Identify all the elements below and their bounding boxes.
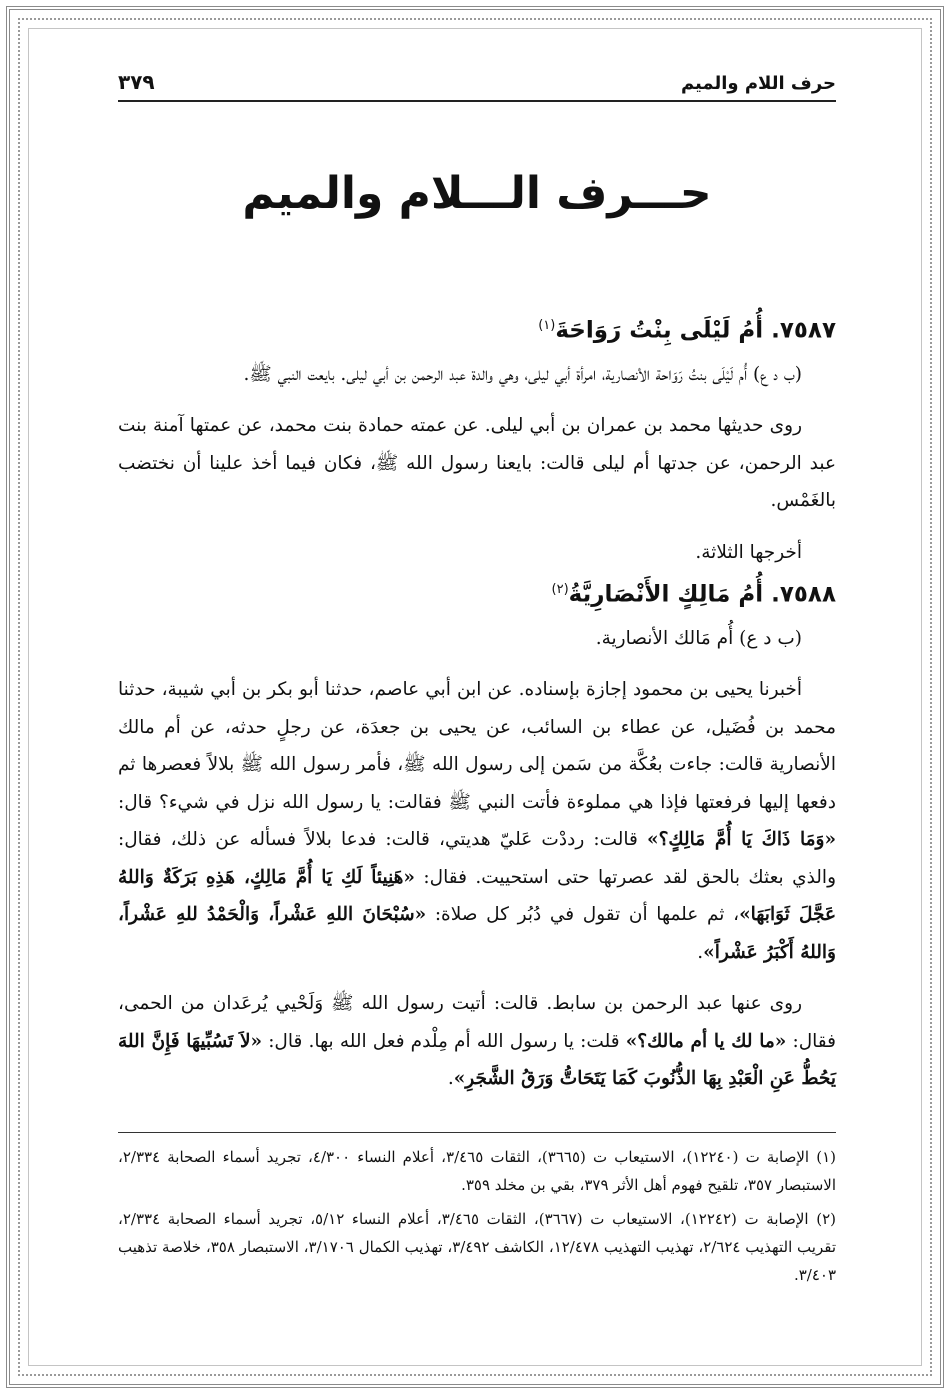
narration-text: أخبرنا يحيى بن محمود إجازة بإسناده. عن ابن أبي عاصم، حدثنا أبو بكر بن أبي شيبة، حدثنا محمد بن فُضَيل، عن عطاء بن السائب، عن يحيى بن جعدَة، عن رجلٍ حدثه، عن أم مالك الأنصارية قالت: جاءت بعُكَّة من سَمن إلى رسول الله ﷺ، فأمر رسول الله ﷺ بلالاً فعصرها ثم دفعها إليها فرفعتها فإذا هي مملوءة فأتت النبي ﷺ فقالت: يا رسول الله نزل في شيء؟ قال: [118,679,836,813]
entry-paragraph: روى حديثها محمد بن عمران بن أبي ليلى. عن عمته حمادة بنت محمد، عن عمتها آمنة بنت عبد الرحمن، عن جدتها أم ليلى قالت: بايعنا رسول الله ﷺ، فكان فيما أخذ علينا أن نختضب بالغَمْس. [118,415,836,512]
narration-text: روى عنها عبد الرحمن بن سابط. قالت: أتيت رسول الله ﷺ وَلَحْيي يُرعَدان من الحمى، فقال: [118,993,836,1052]
entry-umm-layla [118,307,836,571]
chapter-title: حـــرف الـــلام والميم [242,168,712,219]
running-header [118,60,836,102]
entry-heading-text: ٧٥٨٧. أُمُ لَيْلَى بِنْتُ رَوَاحَةَ [555,317,836,344]
hadith-quote: «هَنِيئاً لَكِ يَا أُمَّ مَالِكٍ، هَذِهِ بَرَكَةٌ وَاللهُ عَجَّلَ ثَوَابَهَا» [118,866,836,926]
footnote: (٢) الإصابة ت (١٢٢٤٢)، الاستيعاب ت (٣٦٦٧)، الثقات ٣/٤٦٥، أعلام النساء ٥/١٢، تجريد أسماء الصحابة ٢/٣٣٤، تقريب التهذيب ٢/٦٢٤، تهذيب التهذيب ١٢/٤٧٨، الكاشف ٣/٤٩٢، تهذيب الكمال ٣/١٧٠٦، الاستبصار ٣٥٨، خلاصة تذهيب ٣/٤٠٣. [118,1209,836,1284]
footnote-ref: (١) [538,318,556,333]
hadith-quote: «وَمَا ذَاكَ يَا أُمَّ مَالِكٍ؟» [647,829,837,851]
entry-paragraph [118,985,836,1098]
entry-paragraph [118,671,836,971]
entry-intro: (ب د ع) أُم مَالك الأنصارية. [595,627,802,649]
entry-paragraph: (ب د ع) أُم لَيْلَى بنتُ رَوَاحة الأنصارية، امرأة أبي ليلى، وهي والدة عبد الرحمن بن أبي ليلى. بايعت النبي ﷺ. [243,363,802,385]
hadith-quote: «ما لك يا أم مالك؟» [625,1030,787,1052]
footnotes [118,1143,836,1289]
entry-heading-text: ٧٥٨٨. أُمُ مَالِكٍ الأَنْصَارِيَّةُ [568,581,836,608]
footnote: (١) الإصابة ت (١٢٢٤٠)، الاستيعاب ت (٣٦٦٥)، الثقات ٣/٤٦٥، أعلام النساء ٤/٣٠٠، تجريد أسماء الصحابة ٢/٣٣٤، الاستبصار ٣٥٧، تلقيح فهوم أهل الأثر ٣٧٩، بقي بن مخلد ٣٥٩. [118,1147,836,1194]
hadith-quote: «لاَ تَسُبِّيهَا فَإِنَّ اللهَ يَحُطُّ عَنِ الْعَبْدِ بِهَا الذُّنُوبَ كَمَا يَتَحَاتُّ وَرَقُ الشَّجَرِ» [118,1030,836,1090]
narration-text: . [447,1068,454,1090]
narration-text: قلت: يا رسول الله أم مِلْدم فعل الله بها. قال: [268,1030,620,1052]
narration-text: ، ثم علمها أن تقول في دُبُر كل صلاة: [434,904,740,926]
entry-paragraph: أخرجها الثلاثة. [695,541,802,563]
page-number: ٣٧٩ [118,70,155,94]
narration-text: قالت: رددْت عَليّ هديتي، قالت: فدعا بلالاً فسأله عن ذلك، فقال: والذي بعثك بالحق لقد عصرتها حتى استحييت. فقال: [118,829,836,888]
page-content [118,60,836,1295]
entry-heading [118,571,836,614]
entry-heading [118,307,836,350]
footnote-divider [118,1132,836,1133]
entry-umm-malik [118,571,836,1098]
narration-text: . [697,941,704,963]
running-title: حرف اللام والميم [680,73,836,94]
footnote-ref: (٢) [551,582,569,598]
hadith-quote: «سُبْحَانَ اللهِ عَشْراً، وَالْحَمْدُ للهِ عَشْراً، وَاللهُ أَكْبَرُ عَشْراً» [118,904,836,963]
